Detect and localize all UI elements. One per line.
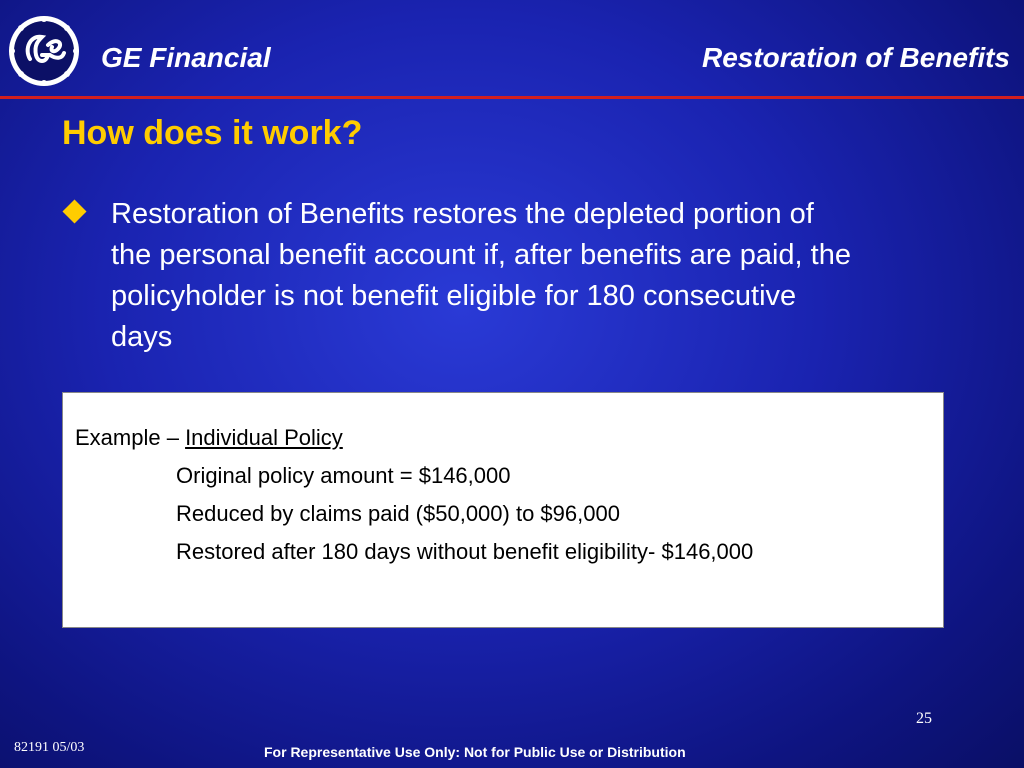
section-title: Restoration of Benefits (701, 42, 1010, 73)
brand-name: GE Financial (101, 42, 271, 73)
example-prefix: Example – (75, 425, 186, 450)
example-policy-type: Individual Policy (185, 425, 343, 450)
header-divider (0, 96, 1024, 99)
example-line-original: Original policy amount = $146,000 (176, 463, 511, 488)
page-number: 25 (916, 710, 932, 727)
document-code: 82191 05/03 (14, 740, 85, 755)
example-line-reduced: Reduced by claims paid ($50,000) to $96,000 (176, 501, 620, 526)
footer-disclaimer: For Representative Use Only: Not for Public Use or Distribution (264, 744, 686, 760)
slide-heading: How does it work? (62, 114, 363, 152)
diamond-bullet-icon (62, 199, 86, 223)
ge-logo-icon (8, 15, 80, 87)
example-title (75, 425, 343, 451)
example-box (62, 392, 944, 628)
bullet-text: Restoration of Benefits restores the depleted portion of the personal benefit account if, after benefits are paid, the policyholder is not benefit eligible for 180 consecutive days (111, 198, 851, 353)
example-line-restored: Restored after 180 days without benefit eligibility- $146,000 (176, 539, 754, 564)
